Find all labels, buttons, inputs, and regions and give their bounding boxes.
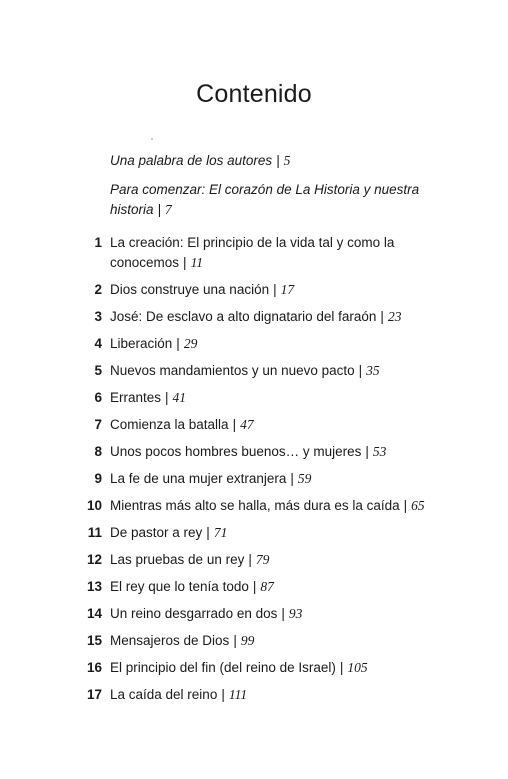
chapter-title: La fe de una mujer extranjera: [110, 471, 287, 486]
page-number: 23: [387, 309, 402, 324]
chapter-number: 13: [86, 579, 102, 594]
page-number: 59: [297, 471, 312, 486]
separator: |: [221, 687, 225, 702]
chapter-title: La creación: El principio de la vida tal y como la conocemos: [110, 235, 395, 270]
separator: |: [165, 390, 169, 405]
chapter-title: Unos pocos hombres buenos… y mujeres: [110, 444, 362, 459]
page-number: 35: [366, 363, 380, 378]
intro-entry: [110, 180, 440, 220]
chapter-title: El principio del fin (del reino de Israel): [110, 660, 336, 675]
chapter-number: 11: [87, 525, 102, 540]
separator: |: [339, 660, 344, 675]
chapter-title: José: De esclavo a alto dignatario del faraón: [110, 309, 377, 324]
chapter-title: Liberación: [110, 336, 173, 351]
separator: |: [365, 444, 369, 459]
separator: |: [248, 552, 252, 567]
page-number: 65: [411, 498, 425, 513]
chapter-number: 8: [94, 444, 102, 459]
chapter-title: Comienza la batalla: [110, 417, 229, 432]
page-number: 11: [190, 255, 204, 270]
page-number: 29: [183, 336, 198, 351]
separator: |: [233, 633, 237, 648]
chapter-number: 7: [94, 417, 102, 432]
chapter-title: Mientras más alto se halla, más dura es la caída: [110, 498, 400, 513]
entry-text: Una palabra de los autores: [110, 153, 273, 168]
chapter-number: 16: [86, 660, 102, 675]
chapter-title: Mensajeros de Dios: [110, 633, 230, 648]
chapter-number: 10: [86, 498, 102, 513]
chapter-title: Nuevos mandamientos y un nuevo pacto: [110, 363, 355, 378]
chapter-title: Errantes: [110, 390, 162, 405]
page-number: 111: [228, 687, 248, 702]
chapter-number: 4: [94, 336, 102, 351]
page-number: 53: [372, 444, 387, 459]
chapter-number: 17: [86, 687, 102, 702]
page-number: 41: [172, 390, 187, 405]
page-number: 105: [347, 660, 368, 675]
separator: |: [290, 471, 294, 486]
chapter-number: 14: [86, 606, 102, 621]
chapter-number: 9: [94, 471, 102, 486]
separator: |: [252, 579, 257, 594]
separator: |: [276, 153, 280, 168]
chapter-title: La caída del reino: [110, 687, 218, 702]
chapter-title: El rey que lo tenía todo: [110, 579, 249, 594]
separator: |: [206, 525, 210, 540]
chapter-number: 6: [94, 390, 102, 405]
chapter-title: Un reino desgarrado en dos: [110, 606, 278, 621]
separator: |: [281, 606, 285, 621]
page-number: 5: [283, 153, 291, 168]
page-number: 71: [213, 525, 228, 540]
page-number: 47: [240, 417, 254, 432]
page-number: 93: [288, 606, 303, 621]
separator: |: [403, 498, 408, 513]
separator: |: [176, 336, 180, 351]
chapter-title: De pastor a rey: [110, 525, 203, 540]
page-number: 7: [165, 202, 172, 217]
entry-text: Para comenzar: El corazón de La Historia y nuestra historia: [110, 182, 420, 217]
separator: |: [380, 309, 384, 324]
separator: |: [273, 282, 277, 297]
print-speck: [151, 138, 153, 140]
page-number: 87: [260, 579, 274, 594]
intro-entry: [110, 151, 440, 171]
chapter-number: 1: [94, 235, 102, 250]
chapter-title: Dios construye una nación: [110, 282, 270, 297]
separator: |: [183, 255, 187, 270]
chapter-number: 12: [86, 552, 102, 567]
page-title: Contenido: [196, 80, 312, 108]
page-number: 17: [280, 282, 295, 297]
chapter-number: 3: [94, 309, 102, 324]
separator: |: [157, 202, 162, 217]
page-number: 79: [255, 552, 270, 567]
separator: |: [358, 363, 363, 378]
chapter-title: Las pruebas de un rey: [110, 552, 245, 567]
chapter-number: 2: [94, 282, 102, 297]
chapter-number: 5: [94, 363, 102, 378]
page-number: 99: [240, 633, 255, 648]
chapter-number: 15: [86, 633, 102, 648]
separator: |: [232, 417, 237, 432]
